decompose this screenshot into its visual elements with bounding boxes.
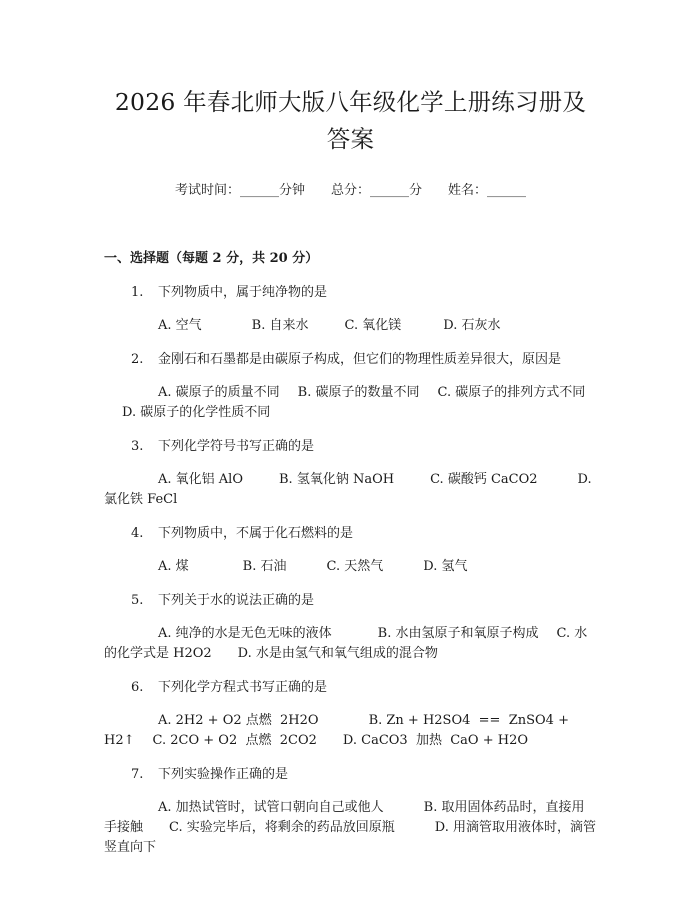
question-number: 6. <box>131 680 144 695</box>
option-b: B. Zn + H2SO4 == ZnSO4 + H2↑ <box>104 713 574 748</box>
option-b: B. 氢氧化钠 NaOH <box>279 472 395 487</box>
option-d: D. CaCO3 加热 CaO + H2O <box>342 733 529 748</box>
question-options <box>104 711 597 751</box>
option-a: A. 2H2 + O2 点燃 2H2O <box>158 713 319 728</box>
question-stem <box>104 591 597 611</box>
option-c: C. 碳酸钙 CaCO2 <box>430 472 538 487</box>
question-text: 下列关于水的说法正确的是 <box>158 593 315 608</box>
option-b: B. 石油 <box>242 559 287 574</box>
option-a: A. 空气 <box>158 318 202 333</box>
question-text: 下列实验操作正确的是 <box>158 767 289 782</box>
question-3 <box>104 437 597 510</box>
question-number: 4. <box>131 526 144 541</box>
option-c: C. 天然气 <box>326 559 384 574</box>
question-4 <box>104 524 597 577</box>
option-c: C. 氧化镁 <box>344 318 402 333</box>
question-2 <box>104 350 597 423</box>
title-line-1: 2026 年春北师大版八年级化学上册练习册及 <box>114 88 587 116</box>
option-c: C. 碳原子的排列方式不同 <box>437 385 586 400</box>
question-options <box>104 557 597 577</box>
question-text: 下列物质中，不属于化石燃料的是 <box>158 526 354 541</box>
exam-meta <box>104 181 597 201</box>
question-text: 下列物质中，属于纯净物的是 <box>158 285 328 300</box>
title-line-2: 答案 <box>326 125 375 153</box>
option-d: D. 石灰水 <box>443 318 501 333</box>
question-stem <box>104 437 597 457</box>
question-options <box>104 470 597 510</box>
option-c: C. 水的化学式是 H2O2 <box>104 626 588 661</box>
option-a: A. 加热试管时，试管口朝向自己或他人 <box>158 800 384 815</box>
question-5 <box>104 591 597 664</box>
option-d: D. 用滴管取用液体时，滴管竖直向下 <box>104 820 596 855</box>
question-1 <box>104 283 597 336</box>
question-number: 7. <box>131 767 144 782</box>
question-number: 3. <box>131 439 144 454</box>
option-d: D. 氯化铁 FeCl <box>104 472 592 507</box>
question-text: 下列化学方程式书写正确的是 <box>158 680 328 695</box>
question-7 <box>104 765 597 858</box>
option-b: B. 碳原子的数量不同 <box>297 385 420 400</box>
question-stem <box>104 350 597 370</box>
exam-time: 考试时间：______分钟 <box>174 183 305 198</box>
option-d: D. 氢气 <box>423 559 468 574</box>
option-a: A. 煤 <box>158 559 189 574</box>
question-stem <box>104 283 597 303</box>
document-title <box>104 0 597 158</box>
option-a: A. 碳原子的质量不同 <box>158 385 280 400</box>
option-d: D. 水是由氢气和氧气组成的混合物 <box>237 646 438 661</box>
question-options <box>104 316 597 336</box>
exam-score: 总分：______分 <box>330 183 422 198</box>
question-options <box>104 624 597 664</box>
question-number: 5. <box>131 593 144 608</box>
question-6 <box>104 678 597 751</box>
option-a: A. 纯净的水是无色无味的液体 <box>158 626 332 641</box>
option-b: B. 取用固体药品时，直接用手接触 <box>104 800 585 835</box>
section-heading: 一、选择题（每题 2 分，共 20 分） <box>104 251 319 266</box>
question-text: 金刚石和石墨都是由碳原子构成，但它们的物理性质差异很大，原因是 <box>158 352 562 367</box>
question-stem <box>104 524 597 544</box>
option-c: C. 实验完毕后，将剩余的药品放回原瓶 <box>169 820 395 835</box>
option-b: B. 水由氢原子和氧原子构成 <box>377 626 539 641</box>
option-a: A. 氧化铝 AlO <box>158 472 243 487</box>
question-options <box>104 383 597 423</box>
question-number: 1. <box>131 285 144 300</box>
question-text: 下列化学符号书写正确的是 <box>158 439 315 454</box>
option-b: B. 自来水 <box>251 318 309 333</box>
question-number: 2. <box>131 352 144 367</box>
question-stem <box>104 678 597 698</box>
question-stem <box>104 765 597 785</box>
exam-name: 姓名：______ <box>448 183 527 198</box>
option-d: D. 碳原子的化学性质不同 <box>122 405 271 420</box>
option-c: C. 2CO + O2 点燃 2CO2 <box>152 733 317 748</box>
question-options <box>104 798 597 858</box>
